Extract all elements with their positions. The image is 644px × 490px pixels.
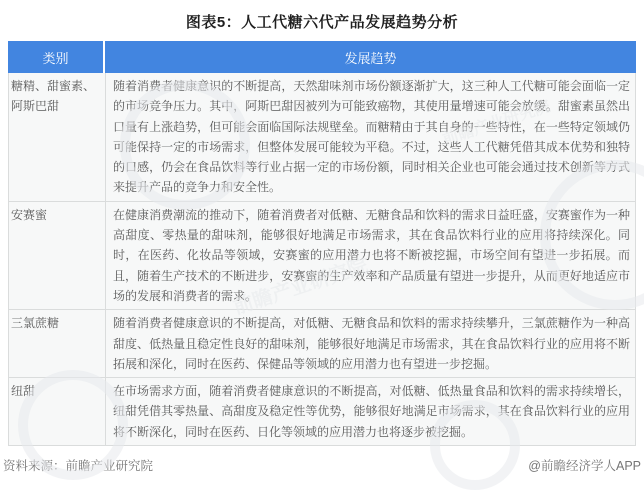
table-row (9, 377, 635, 445)
trend-cell: 随着消费者健康意识的不断提高，天然甜味剂市场份额逐渐扩大，这三种人工代糖可能会面临一定的市场竞争压力。其中，阿斯巴甜因被列为可能致癌物，其使用量增速可能会放缓。甜蜜素虽然出口量有上涨趋势，但可能会面临国际法规壁垒。而糖精由于其自身的一些特性，在一些特定领域仍可能保持一定的市场需求，但整体发展可能较为平稳。不过，这些人工代糖凭借其成本优势和独特的口感，仍会在食品饮料等行业占据一定的市场份额，同时相关企业也可能会通过技术创新等方式来提升产品的竞争力和安全性。 (105, 73, 635, 201)
app-attribution: @前瞻经济学人APP (528, 459, 641, 474)
col-header-category: 类别 (8, 41, 105, 73)
category-cell: 纽甜 (11, 384, 36, 399)
category-cell: 糖精、甜蜜素、阿斯巴甜 (11, 79, 96, 114)
source-note: 资料来源：前瞻产业研究院 (3, 459, 154, 474)
table-row (9, 73, 635, 201)
table-header-row (8, 41, 636, 73)
col-header-trend: 发展趋势 (105, 41, 636, 73)
trend-cell: 在健康消费潮流的推动下，随着消费者对低糖、无糖食品和饮料的需求日益旺盛，安赛蜜作为一种高甜度、零热量的甜味剂，能够很好地满足市场需求，其在食品饮料行业的应用将持续深化。同时，在医药、化妆品等领域，安赛蜜的应用潜力也将不断被挖掘，市场空间有望进一步拓展。而且，随着生产技术的不断进步，安赛蜜的生产效率和产品质量有望进一步提升，从而更好地适应市场的发展和消费者的需求。 (105, 202, 635, 309)
trend-cell: 在市场需求方面，随着消费者健康意识的不断提高，对低糖、低热量食品和饮料的需求持续增长，纽甜凭借其零热量、高甜度及稳定性等优势，能够很好地满足市场需求，其在食品饮料行业的应用将不断深化，同时在医药、日化等领域的应用潜力也将逐步被挖掘。 (105, 378, 635, 445)
page-title: 图表5：人工代糖六代产品发展趋势分析 (185, 14, 459, 31)
table-row (9, 309, 635, 377)
category-cell: 三氯蔗糖 (11, 316, 60, 331)
watermark-brand-text: 前瞻产业研究院 (440, 98, 553, 149)
trend-table (8, 41, 636, 446)
table-body (8, 73, 636, 446)
table-row (9, 201, 635, 309)
figure-footer (3, 456, 641, 474)
category-cell: 安赛蜜 (11, 207, 48, 222)
watermark-brand-text: 前瞻产业研究院 (230, 254, 371, 319)
trend-cell: 随着消费者健康意识的不断提高，对低糖、无糖食品和饮料的需求持续攀升，三氯蔗糖作为一种高甜度、低热量且稳定性良好的甜味剂，能够很好地满足市场需求，其在食品饮料行业的应用将不断拓展和深化，同时在医药、保健品等领域的应用潜力也有望进一步挖掘。 (105, 310, 635, 377)
